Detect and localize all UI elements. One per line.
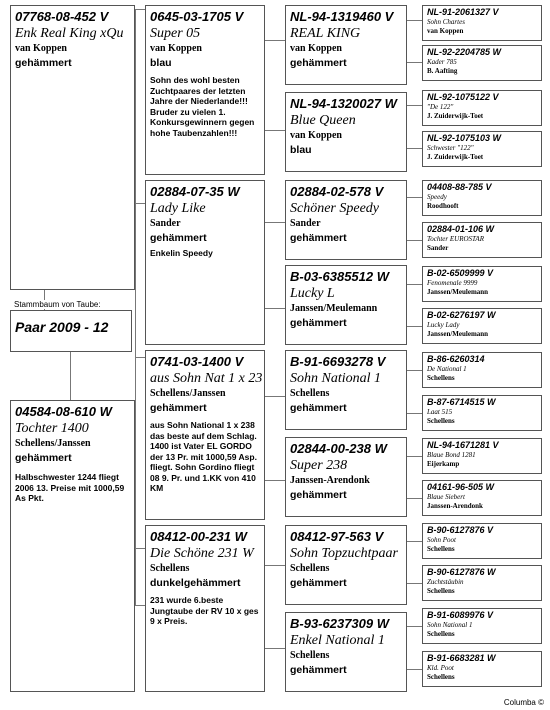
pigeon-color: gehämmert bbox=[290, 317, 347, 329]
connector bbox=[135, 9, 136, 605]
ring-number: 0645-03-1705 V bbox=[150, 9, 244, 24]
stammbaum-label: Stammbaum von Taube: bbox=[14, 300, 101, 309]
ring-number: NL-94-1319460 V bbox=[290, 9, 394, 24]
pedigree-card-gen3 bbox=[422, 608, 542, 644]
ring-number: NL-94-1671281 V bbox=[427, 440, 499, 450]
ring-number: B-02-6509999 V bbox=[427, 268, 494, 278]
pedigree-card-gen3 bbox=[422, 438, 542, 474]
ring-number: 08412-00-231 W bbox=[150, 529, 247, 544]
dam-card bbox=[10, 400, 135, 692]
ring-number: 02844-00-238 W bbox=[290, 441, 387, 456]
ring-number: 04408-88-785 V bbox=[427, 182, 492, 192]
connector bbox=[135, 548, 145, 549]
pedigree-card-gen1 bbox=[145, 180, 265, 345]
pigeon-name: De National 1 bbox=[427, 365, 467, 373]
breeder-name: Schellens bbox=[427, 374, 455, 382]
connector bbox=[265, 130, 285, 131]
pigeon-name: Lucky L bbox=[290, 286, 335, 301]
pigeon-note: aus Sohn National 1 x 238 das beste auf dem Schlag. 1400 ist Vater EL GORDO der 13 Pr. mit 1000,59 Asp. fliegt. Sohn Gordino fliegt 08 9. Pr. und 1.KK von 410 KM bbox=[150, 420, 257, 493]
pigeon-color: gehämmert bbox=[290, 57, 347, 69]
pedigree-card-gen3 bbox=[422, 352, 542, 388]
pigeon-name: REAL KING bbox=[290, 26, 361, 41]
pigeon-name: Zuchtstäubin bbox=[427, 578, 464, 586]
dam-color: gehämmert bbox=[15, 452, 72, 464]
ring-number: B-87-6714515 W bbox=[427, 397, 496, 407]
pedigree-card-gen1 bbox=[145, 5, 265, 175]
breeder-name: Schellens bbox=[427, 630, 455, 638]
pigeon-name: Super 05 bbox=[150, 26, 201, 41]
ring-number: 02884-07-35 W bbox=[150, 184, 240, 199]
connector bbox=[265, 480, 285, 481]
pigeon-color: gehämmert bbox=[290, 232, 347, 244]
pigeon-color: gehämmert bbox=[290, 489, 347, 501]
pedigree-card-gen3 bbox=[422, 131, 542, 167]
connector bbox=[407, 284, 422, 285]
connector bbox=[265, 222, 285, 223]
connector bbox=[265, 648, 285, 649]
ring-number: B-86-6260314 bbox=[427, 354, 485, 364]
pedigree-card-gen3 bbox=[422, 90, 542, 126]
sire-card bbox=[10, 5, 135, 290]
ring-number: NL-94-1320027 W bbox=[290, 96, 397, 111]
pigeon-name: Kader 785 bbox=[427, 58, 457, 66]
breeder-name: Schellens bbox=[290, 563, 330, 574]
pigeon-name: Schöner Speedy bbox=[290, 201, 380, 216]
pigeon-name: Sohn Topzuchtpaar bbox=[290, 546, 399, 561]
pigeon-name: Schwester "122" bbox=[427, 144, 474, 152]
ring-number: B-91-6693278 V bbox=[290, 354, 386, 369]
breeder-name: van Koppen bbox=[290, 130, 342, 141]
pair-label: Paar 2009 - 12 bbox=[15, 319, 109, 335]
pedigree-card-gen3 bbox=[422, 308, 542, 344]
pigeon-name: Kld. Poot bbox=[427, 664, 454, 672]
breeder-name: Roodhooft bbox=[427, 202, 459, 210]
connector bbox=[265, 565, 285, 566]
pedigree-card-gen3 bbox=[422, 45, 542, 81]
pedigree-card-gen2 bbox=[285, 265, 407, 345]
sire-ring-number: 07768-08-452 V bbox=[15, 9, 109, 24]
pedigree-card-gen2 bbox=[285, 350, 407, 430]
pigeon-name: Lady Like bbox=[150, 201, 206, 216]
ring-number: B-90-6127876 W bbox=[427, 567, 496, 577]
ring-number: 02884-02-578 V bbox=[290, 184, 384, 199]
pedigree-card-gen2 bbox=[285, 180, 407, 260]
pigeon-name: Enkel National 1 bbox=[290, 633, 385, 648]
breeder-name: Schellens bbox=[150, 563, 190, 574]
connector bbox=[135, 357, 145, 358]
ring-number: 04161-96-505 W bbox=[427, 482, 495, 492]
dam-ring-number: 04584-08-610 W bbox=[15, 404, 112, 419]
pedigree-card-gen3 bbox=[422, 395, 542, 431]
pigeon-color: gehämmert bbox=[150, 232, 207, 244]
breeder-name: van Koppen bbox=[290, 43, 342, 54]
ring-number: NL-92-1075122 V bbox=[427, 92, 499, 102]
breeder-name: Schellens bbox=[427, 417, 455, 425]
pedigree-card-gen2 bbox=[285, 437, 407, 517]
connector bbox=[265, 40, 285, 41]
connector bbox=[407, 20, 422, 21]
pedigree-card-gen3 bbox=[422, 565, 542, 601]
connector bbox=[407, 456, 422, 457]
pigeon-color: gehämmert bbox=[290, 577, 347, 589]
pigeon-name: Blaue Siebert bbox=[427, 493, 465, 501]
connector bbox=[407, 240, 422, 241]
breeder-name: Schellens bbox=[427, 545, 455, 553]
pigeon-name: Blue Queen bbox=[290, 113, 356, 128]
breeder-name: Schellens bbox=[290, 388, 330, 399]
pedigree-card-gen3 bbox=[422, 523, 542, 559]
pigeon-name: aus Sohn Nat 1 x 23 bbox=[150, 371, 263, 386]
breeder-name: J. Zuiderwijk-Toet bbox=[427, 112, 484, 120]
dam-breeder: Schellens/Janssen bbox=[15, 438, 91, 449]
pigeon-note: 231 wurde 6.beste Jungtaube der RV 10 x ges 9 x Preis. bbox=[150, 595, 259, 626]
pair-box bbox=[10, 310, 132, 352]
pigeon-name: Speedy bbox=[427, 193, 447, 201]
connector bbox=[407, 669, 422, 670]
breeder-name: B. Aafting bbox=[427, 67, 458, 75]
breeder-name: van Koppen bbox=[150, 43, 202, 54]
pigeon-name: Sohn Poot bbox=[427, 536, 456, 544]
sire-color: gehämmert bbox=[15, 57, 72, 69]
connector bbox=[135, 203, 145, 204]
connector bbox=[407, 626, 422, 627]
connector bbox=[407, 498, 422, 499]
ring-number: B-91-6683281 W bbox=[427, 653, 496, 663]
pigeon-color: gehämmert bbox=[290, 402, 347, 414]
breeder-name: Janssen/Meulemann bbox=[427, 330, 489, 338]
pedigree-card-gen3 bbox=[422, 480, 542, 516]
pigeon-name: Sohn National 1 bbox=[290, 371, 382, 386]
connector bbox=[407, 62, 422, 63]
ring-number: NL-92-1075103 W bbox=[427, 133, 502, 143]
connector bbox=[407, 583, 422, 584]
pigeon-name: Super 238 bbox=[290, 458, 348, 473]
ring-number: NL-92-2204785 W bbox=[427, 47, 502, 57]
pedigree-card-gen2 bbox=[285, 5, 407, 85]
ring-number: B-91-6089976 V bbox=[427, 610, 494, 620]
pedigree-card-gen3 bbox=[422, 651, 542, 687]
pigeon-color: dunkelgehämmert bbox=[150, 577, 241, 589]
pedigree-card-gen3 bbox=[422, 222, 542, 258]
breeder-name: Schellens/Janssen bbox=[150, 388, 226, 399]
dam-note: Halbschwester 1244 fliegt 2006 13. Preise mit 1000,59 As Pkt. bbox=[15, 472, 125, 503]
pigeon-name: "De 122" bbox=[427, 103, 454, 111]
breeder-name: Janssen-Arendonk bbox=[290, 475, 370, 486]
ring-number: B-03-6385512 W bbox=[290, 269, 389, 284]
breeder-name: Sander bbox=[427, 244, 449, 252]
pigeon-color: blau bbox=[290, 144, 312, 156]
breeder-name: Schellens bbox=[427, 673, 455, 681]
ring-number: 08412-97-563 V bbox=[290, 529, 384, 544]
connector bbox=[265, 308, 285, 309]
ring-number: B-90-6127876 V bbox=[427, 525, 494, 535]
connector bbox=[70, 352, 71, 400]
pigeon-color: gehämmert bbox=[150, 402, 207, 414]
pedigree-card-gen2 bbox=[285, 525, 407, 605]
pigeon-name: Blaue Bond 1281 bbox=[427, 451, 476, 459]
connector bbox=[407, 370, 422, 371]
sire-name: Enk Real King xQu bbox=[15, 26, 124, 41]
pedigree-card-gen1 bbox=[145, 525, 265, 692]
pigeon-color: blau bbox=[150, 57, 172, 69]
ring-number: 02884-01-106 W bbox=[427, 224, 495, 234]
connector bbox=[135, 605, 145, 606]
connector bbox=[407, 541, 422, 542]
pigeon-note: Enkelin Speedy bbox=[150, 248, 213, 258]
pigeon-color: gehämmert bbox=[290, 664, 347, 676]
pigeon-name: Sohn National 1 bbox=[427, 621, 473, 629]
connector bbox=[407, 197, 422, 198]
breeder-name: Eijerkamp bbox=[427, 460, 460, 468]
dam-name: Tochter 1400 bbox=[15, 421, 89, 436]
breeder-name: Sander bbox=[290, 218, 321, 229]
breeder-name: van Koppen bbox=[427, 27, 464, 35]
connector bbox=[407, 413, 422, 414]
ring-number: NL-91-2061327 V bbox=[427, 7, 499, 17]
pedigree-card-gen2 bbox=[285, 612, 407, 692]
pigeon-name: Tochter EUROSTAR bbox=[427, 235, 484, 243]
pedigree-card-gen1 bbox=[145, 350, 265, 520]
connector bbox=[265, 396, 285, 397]
breeder-name: Janssen-Arendonk bbox=[427, 502, 483, 510]
pedigree-card-gen3 bbox=[422, 5, 542, 41]
pedigree-card-gen2 bbox=[285, 92, 407, 172]
pigeon-name: Laat 515 bbox=[427, 408, 453, 416]
breeder-name: Schellens bbox=[290, 650, 330, 661]
breeder-name: Schellens bbox=[427, 587, 455, 595]
pigeon-note: Sohn des wohl besten Zuchtpaares der letzten Jahre der Niederlande!!! Bruder zu vielen 1. Konkursgewinnern gegen hohe Taubenzahlen!!! bbox=[150, 75, 255, 138]
pigeon-name: Fenomenale 9999 bbox=[427, 279, 478, 287]
connector bbox=[407, 326, 422, 327]
pedigree-card-gen3 bbox=[422, 180, 542, 216]
ring-number: 0741-03-1400 V bbox=[150, 354, 244, 369]
ring-number: B-93-6237309 W bbox=[290, 616, 389, 631]
breeder-name: Janssen/Meulemann bbox=[427, 288, 489, 296]
connector bbox=[407, 105, 422, 106]
pigeon-name: Lucky Lady bbox=[427, 321, 460, 329]
pedigree-card-gen3 bbox=[422, 266, 542, 302]
sire-breeder: van Koppen bbox=[15, 43, 67, 54]
breeder-name: J. Zuiderwijk-Toet bbox=[427, 153, 484, 161]
connector bbox=[135, 9, 145, 10]
breeder-name: Janssen/Meulemann bbox=[290, 303, 378, 314]
pigeon-name: Die Schöne 231 W bbox=[150, 546, 254, 561]
connector bbox=[407, 148, 422, 149]
pigeon-name: Sohn Chartes bbox=[427, 18, 465, 26]
ring-number: B-02-6276197 W bbox=[427, 310, 496, 320]
breeder-name: Sander bbox=[150, 218, 181, 229]
copyright-footer: Columba © bbox=[503, 698, 544, 707]
